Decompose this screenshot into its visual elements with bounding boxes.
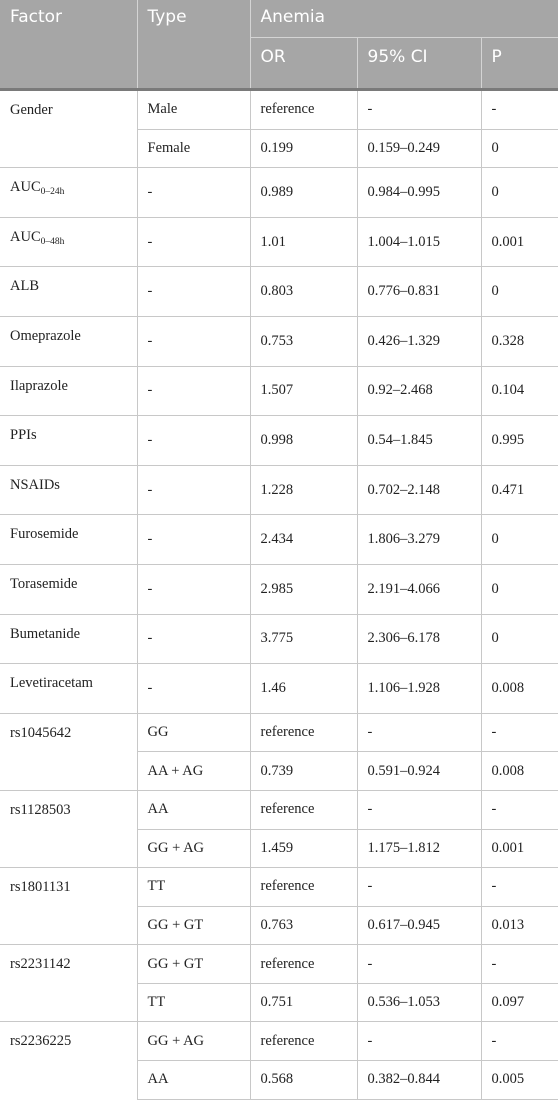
p-cell: 0.008 [481, 664, 558, 714]
table-row [0, 316, 558, 366]
table-row [0, 168, 558, 218]
type-cell: GG + GT [137, 906, 250, 945]
type-cell: AA [137, 1061, 250, 1100]
header-anemia-group: Anemia [250, 0, 558, 38]
or-cell: reference [250, 1022, 357, 1061]
p-cell: - [481, 713, 558, 752]
header-row-1 [0, 0, 558, 38]
type-cell: GG + GT [137, 945, 250, 984]
p-cell: 0 [481, 129, 558, 168]
type-cell: - [137, 267, 250, 317]
p-cell: - [481, 790, 558, 829]
p-cell: 0.013 [481, 906, 558, 945]
type-cell: AA + AG [137, 752, 250, 791]
header-factor: Factor [0, 0, 137, 90]
factor-main-text: AUC [10, 228, 41, 245]
or-cell: 0.568 [250, 1061, 357, 1100]
type-cell: Male [137, 90, 250, 130]
type-cell: TT [137, 868, 250, 907]
type-cell: GG + AG [137, 829, 250, 868]
table-row [0, 515, 558, 565]
ci-cell: 2.306–6.178 [357, 614, 481, 664]
ci-cell: 0.159–0.249 [357, 129, 481, 168]
or-cell: 0.763 [250, 906, 357, 945]
or-cell: 1.46 [250, 664, 357, 714]
p-cell: 0 [481, 168, 558, 218]
type-cell: - [137, 217, 250, 267]
p-cell: - [481, 90, 558, 130]
factor-subscript: 0–48h [40, 236, 65, 247]
type-cell: - [137, 515, 250, 565]
table-row [0, 664, 558, 714]
factor-cell: PPIs [0, 416, 137, 466]
table-row [0, 945, 558, 984]
type-cell: - [137, 664, 250, 714]
factor-cell: Gender [0, 90, 137, 168]
type-cell: GG [137, 713, 250, 752]
ci-cell: 0.54–1.845 [357, 416, 481, 466]
factor-cell: NSAIDs [0, 465, 137, 515]
header-or: OR [250, 38, 357, 90]
p-cell: 0 [481, 614, 558, 664]
factor-cell: Torasemide [0, 564, 137, 614]
factor-cell: rs2231142 [0, 945, 137, 1022]
ci-cell: 1.106–1.928 [357, 664, 481, 714]
or-cell: reference [250, 790, 357, 829]
p-cell: 0.328 [481, 316, 558, 366]
ci-cell: 0.382–0.844 [357, 1061, 481, 1100]
p-cell: 0.104 [481, 366, 558, 416]
p-cell: 0.001 [481, 829, 558, 868]
factor-main-text: AUC [10, 179, 41, 196]
factor-subscript: 0–24h [40, 187, 65, 198]
or-cell: 0.739 [250, 752, 357, 791]
ci-cell: 0.92–2.468 [357, 366, 481, 416]
ci-cell: 1.806–3.279 [357, 515, 481, 565]
factor-cell: rs1801131 [0, 868, 137, 945]
or-cell: 0.751 [250, 983, 357, 1022]
p-cell: - [481, 945, 558, 984]
table-row [0, 267, 558, 317]
or-cell: 0.998 [250, 416, 357, 466]
p-cell: 0 [481, 515, 558, 565]
factor-cell [0, 168, 137, 218]
type-cell: TT [137, 983, 250, 1022]
factor-cell: Levetiracetam [0, 664, 137, 714]
p-cell: 0 [481, 564, 558, 614]
factor-cell: rs2236225 [0, 1022, 137, 1099]
factor-cell: Omeprazole [0, 316, 137, 366]
or-cell: 0.199 [250, 129, 357, 168]
table-row [0, 1022, 558, 1061]
p-cell: 0.471 [481, 465, 558, 515]
table-row [0, 90, 558, 130]
ci-cell: - [357, 1022, 481, 1061]
table-row [0, 217, 558, 267]
factor-cell: ALB [0, 267, 137, 317]
table-row [0, 614, 558, 664]
p-cell: 0.995 [481, 416, 558, 466]
or-cell: 3.775 [250, 614, 357, 664]
type-cell: - [137, 614, 250, 664]
table-header [0, 0, 558, 90]
header-p: P [481, 38, 558, 90]
type-cell: - [137, 465, 250, 515]
type-cell: - [137, 168, 250, 218]
or-cell: 0.989 [250, 168, 357, 218]
header-ci: 95% CI [357, 38, 481, 90]
type-cell: GG + AG [137, 1022, 250, 1061]
table-row [0, 868, 558, 907]
ci-cell: 2.191–4.066 [357, 564, 481, 614]
or-cell: reference [250, 945, 357, 984]
factor-cell [0, 217, 137, 267]
p-cell: 0.005 [481, 1061, 558, 1100]
p-cell: 0.008 [481, 752, 558, 791]
ci-cell: - [357, 90, 481, 130]
header-type: Type [137, 0, 250, 90]
or-cell: 0.803 [250, 267, 357, 317]
or-cell: reference [250, 90, 357, 130]
type-cell: Female [137, 129, 250, 168]
table-row [0, 416, 558, 466]
type-cell: - [137, 316, 250, 366]
or-cell: 2.434 [250, 515, 357, 565]
table-row [0, 465, 558, 515]
factor-cell: Ilaprazole [0, 366, 137, 416]
ci-cell: 0.426–1.329 [357, 316, 481, 366]
factor-cell: Bumetanide [0, 614, 137, 664]
ci-cell: - [357, 790, 481, 829]
ci-cell: 0.617–0.945 [357, 906, 481, 945]
or-cell: reference [250, 713, 357, 752]
ci-cell: - [357, 868, 481, 907]
or-cell: 1.507 [250, 366, 357, 416]
ci-cell: 0.536–1.053 [357, 983, 481, 1022]
table-row [0, 713, 558, 752]
type-cell: - [137, 366, 250, 416]
table-row [0, 790, 558, 829]
p-cell: - [481, 868, 558, 907]
ci-cell: 1.175–1.812 [357, 829, 481, 868]
p-cell: - [481, 1022, 558, 1061]
or-cell: 2.985 [250, 564, 357, 614]
type-cell: - [137, 416, 250, 466]
p-cell: 0.001 [481, 217, 558, 267]
or-cell: reference [250, 868, 357, 907]
ci-cell: 0.702–2.148 [357, 465, 481, 515]
ci-cell: 0.776–0.831 [357, 267, 481, 317]
ci-cell: 1.004–1.015 [357, 217, 481, 267]
ci-cell: 0.591–0.924 [357, 752, 481, 791]
or-cell: 0.753 [250, 316, 357, 366]
or-cell: 1.459 [250, 829, 357, 868]
factor-cell: rs1128503 [0, 790, 137, 867]
p-cell: 0 [481, 267, 558, 317]
factor-cell: Furosemide [0, 515, 137, 565]
ci-cell: - [357, 713, 481, 752]
ci-cell: - [357, 945, 481, 984]
type-cell: AA [137, 790, 250, 829]
or-cell: 1.228 [250, 465, 357, 515]
table-row [0, 564, 558, 614]
factor-cell: rs1045642 [0, 713, 137, 790]
table-body [0, 90, 558, 1100]
type-cell: - [137, 564, 250, 614]
or-cell: 1.01 [250, 217, 357, 267]
p-cell: 0.097 [481, 983, 558, 1022]
ci-cell: 0.984–0.995 [357, 168, 481, 218]
table-row [0, 366, 558, 416]
